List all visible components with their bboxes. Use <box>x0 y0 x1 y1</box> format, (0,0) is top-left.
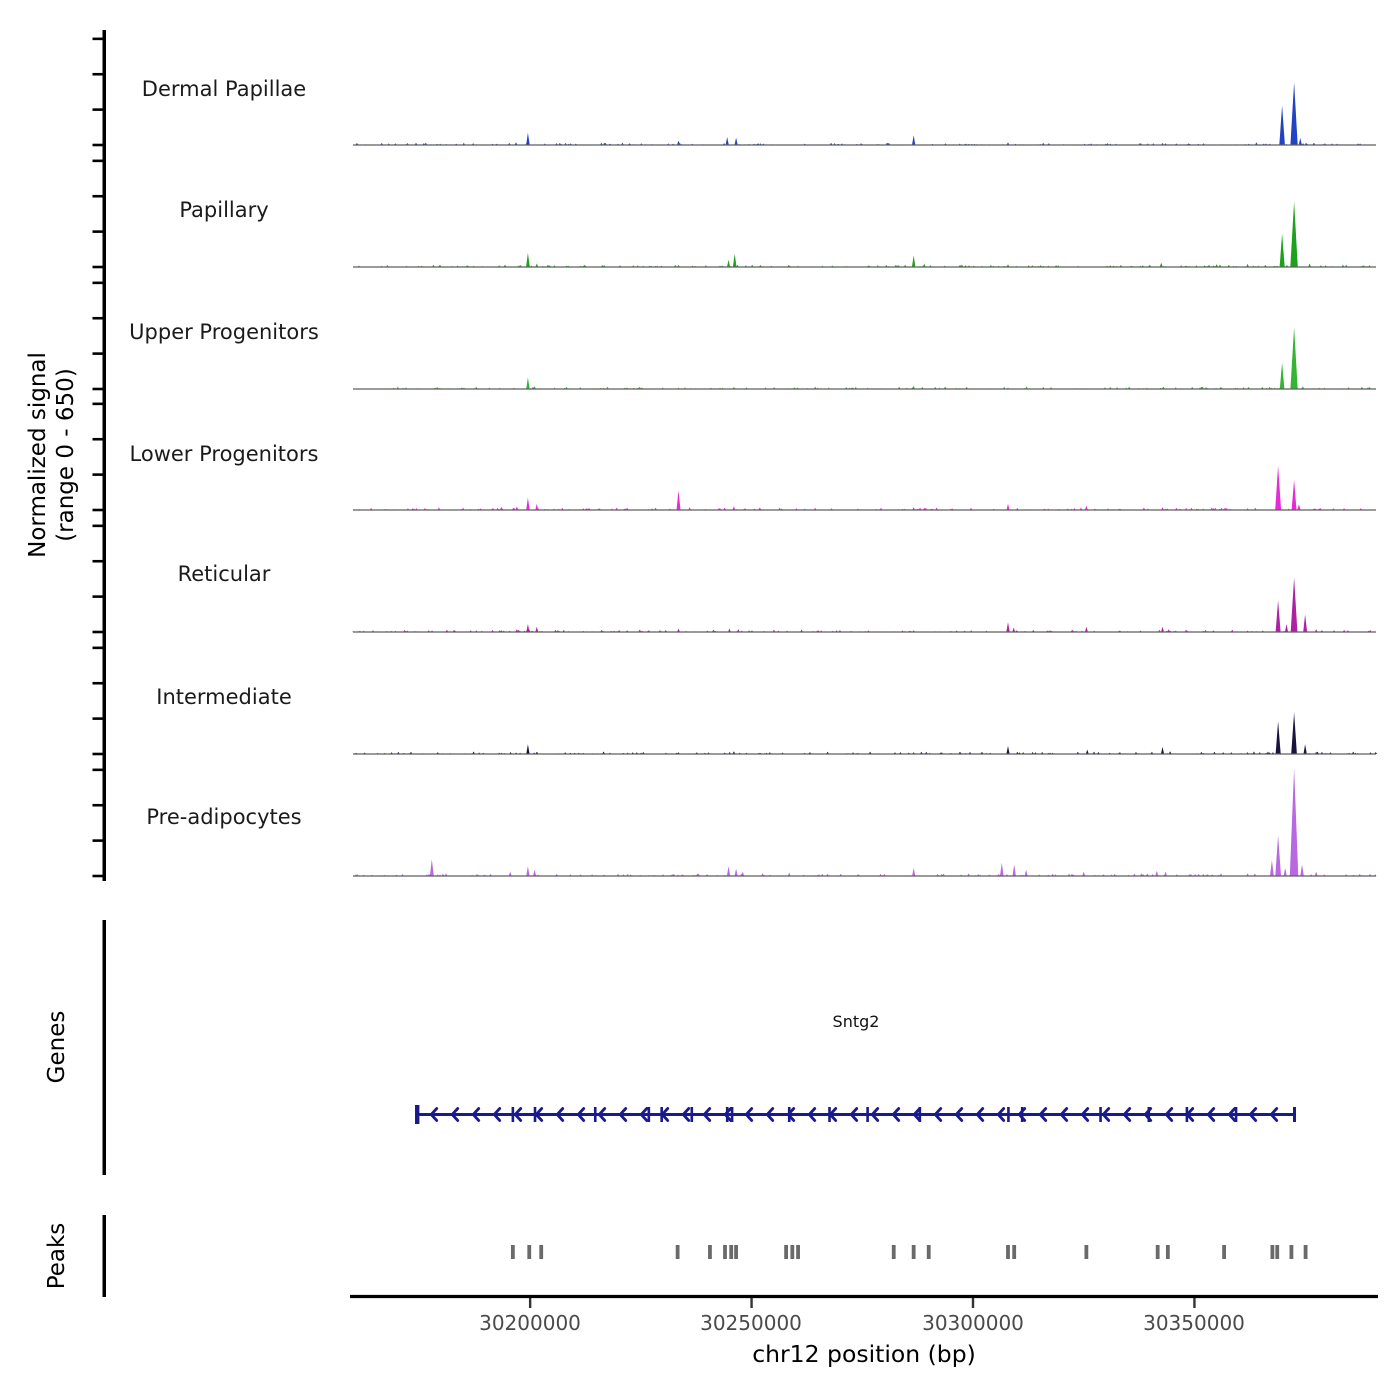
track-label-pre-adipocytes: Pre-adipocytes <box>146 805 302 829</box>
peak-mark <box>912 1245 916 1259</box>
peak-mark <box>676 1245 680 1259</box>
peak-mark <box>892 1245 896 1259</box>
gene-name-sntg2: Sntg2 <box>832 1012 880 1031</box>
peak-mark <box>539 1245 543 1259</box>
track-label-lower-progenitors: Lower Progenitors <box>129 442 319 466</box>
peak-mark <box>729 1245 733 1259</box>
peak-mark <box>1166 1245 1170 1259</box>
peak-mark <box>784 1245 788 1259</box>
track-label-upper-progenitors: Upper Progenitors <box>129 320 319 344</box>
signal-track-2 <box>353 327 1376 389</box>
peak-mark <box>734 1245 738 1259</box>
track-label-intermediate: Intermediate <box>156 685 292 709</box>
peak-mark <box>723 1245 727 1259</box>
peak-mark <box>1290 1245 1294 1259</box>
peak-mark <box>927 1245 931 1259</box>
genes-section-label: Genes <box>44 1010 70 1084</box>
signal-track-4 <box>352 577 1376 632</box>
genes-track <box>103 920 1297 1175</box>
signal-track-3 <box>353 466 1377 510</box>
x-tick-label-30200000: 30200000 <box>479 1311 581 1335</box>
peak-mark <box>1222 1245 1226 1259</box>
peak-mark <box>1304 1245 1308 1259</box>
peaks-track <box>103 1215 1308 1297</box>
signal-track-6 <box>353 768 1377 876</box>
peak-mark <box>1012 1245 1016 1259</box>
x-tick-label-30300000: 30300000 <box>922 1311 1024 1335</box>
signal-axis-label-line2: (range 0 - 650) <box>53 368 79 542</box>
x-tick-label-30250000: 30250000 <box>700 1311 802 1335</box>
peak-mark <box>1270 1245 1274 1259</box>
x-axis <box>350 1297 1378 1309</box>
signal-track-1 <box>353 202 1376 268</box>
peak-mark <box>1084 1245 1088 1259</box>
track-label-papillary: Papillary <box>179 198 269 222</box>
x-axis-title: chr12 position (bp) <box>752 1340 976 1368</box>
peak-mark <box>1275 1245 1279 1259</box>
track-label-dermal-papillae: Dermal Papillae <box>141 77 307 101</box>
x-tick-label-30350000: 30350000 <box>1143 1311 1245 1335</box>
peak-mark <box>1006 1245 1010 1259</box>
track-label-reticular: Reticular <box>177 562 271 586</box>
signal-track-0 <box>353 82 1376 145</box>
signal-axis-label <box>24 352 80 558</box>
peak-mark <box>790 1245 794 1259</box>
peak-mark <box>511 1245 515 1259</box>
peaks-section-label: Peaks <box>44 1222 70 1290</box>
peak-mark <box>708 1245 712 1259</box>
signal-axis-label-line1: Normalized signal <box>24 352 51 558</box>
peak-mark <box>796 1245 800 1259</box>
peak-mark <box>1156 1245 1160 1259</box>
signal-track-5 <box>353 712 1377 754</box>
peak-mark <box>527 1245 531 1259</box>
